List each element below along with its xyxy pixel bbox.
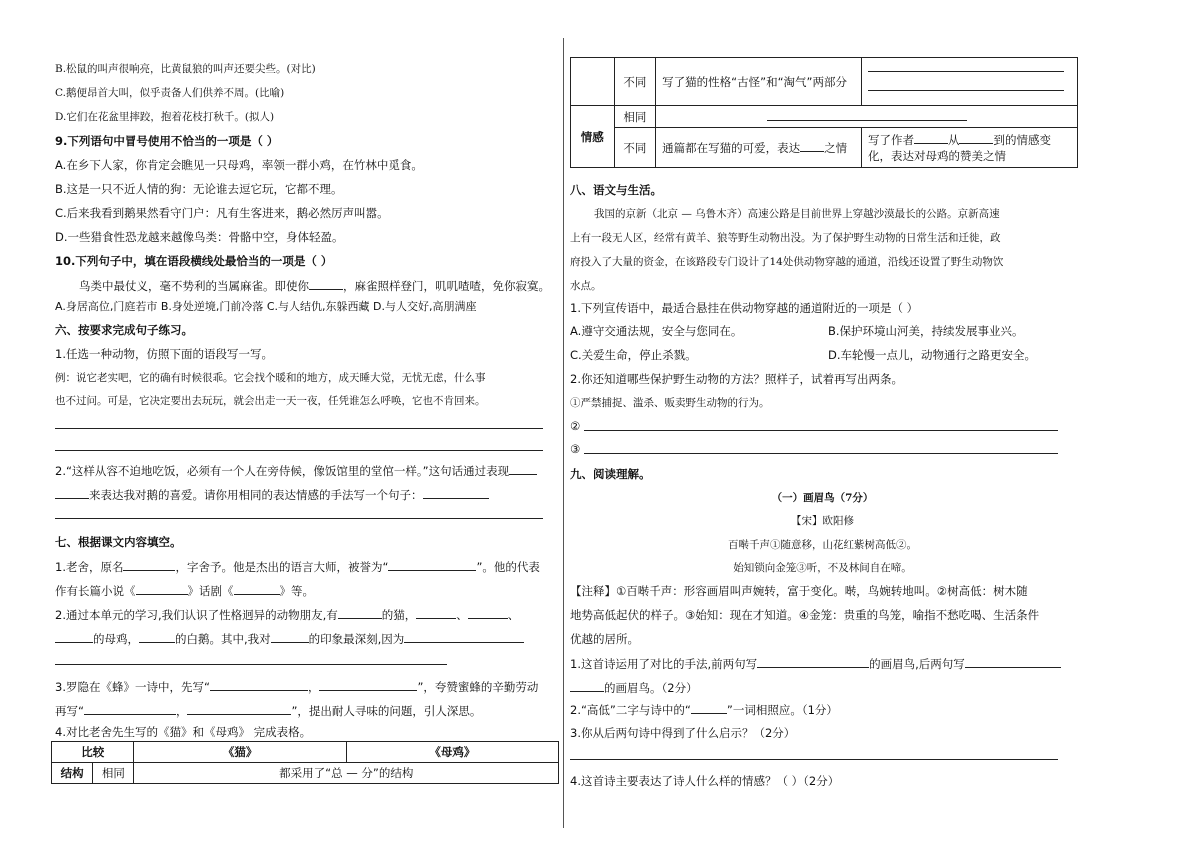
q8-1-option-d: D.车轮慢一点儿，动物通行之路更安全。 — [828, 348, 1037, 362]
section-9-title: 九、阅读理解。 — [570, 467, 651, 481]
cat-emotion-text: 通篇都在写猫的可爱，表达 — [662, 141, 801, 155]
comparison-table-right — [570, 57, 1078, 168]
q7-3-text-b: ， — [307, 680, 320, 694]
q7-1-text-c: ”。他的代表 — [476, 560, 540, 574]
table-cell-structure-same: 都采用了“总 — 分”的结构 — [134, 763, 559, 784]
q8-option-c: C.鹅便昂首大叫，似乎责备人们供养不周。(比喻) — [55, 87, 285, 99]
q9-option-a: A.在乡下人家，你肯定会瞧见一只母鸡，率领一群小鸡，在竹林中觅食。 — [55, 158, 423, 172]
hen-emotion-text-c: 到的情感变 — [993, 133, 1051, 147]
table-cell-same: 相同 — [614, 106, 656, 128]
poem-author: 【宋】欧阳修 — [791, 515, 854, 527]
table-cell-empty — [571, 58, 615, 106]
q6-2-line1 — [55, 462, 537, 479]
q8-1-option-c: C.关爱生命，停止杀戮。 — [570, 348, 697, 362]
q7-3-text-a: 3.罗隐在《蜂》一诗中，先写“ — [55, 680, 210, 694]
answer-line[interactable] — [584, 430, 1058, 431]
q7-2-text-c: 、 — [456, 608, 468, 622]
q7-2-text-b: 的猫， — [381, 608, 417, 622]
q10-options: A.身居高位,门庭若市 B.身处逆境,门前冷落 C.与人结仇,东躲西藏 D.与人交好,高朋满座 — [55, 300, 477, 313]
answer-line[interactable] — [55, 664, 447, 665]
table-cell-hen-emotion — [861, 128, 1077, 168]
sec8-passage-line4: 水点。 — [570, 280, 602, 292]
q9-2-text-b: ”一词相照应。（1分） — [726, 703, 838, 717]
hen-emotion-text-a: 写了作者 — [867, 133, 914, 147]
q7-2-text-a: 2.通过本单元的学习,我们认识了性格迥异的动物朋友,有 — [55, 608, 338, 622]
q7-1-text-e: 》话剧《 — [187, 584, 234, 598]
comparison-table-left — [51, 741, 559, 784]
column-divider — [563, 38, 564, 828]
q9-1-blank-2[interactable] — [965, 655, 1061, 668]
q9-stem: 9.下列语句中冒号使用不恰当的一项是（ ） — [55, 134, 279, 148]
section-6-title: 六、按要求完成句子练习。 — [55, 323, 193, 337]
q9-1-blank-1[interactable] — [757, 655, 869, 668]
hen-emotion-text-d: 化，表达对母鸡的赞美之情 — [867, 149, 1006, 163]
q6-1-example-line2: 也不过问。可是，它决定要出去玩玩，就会出走一天一夜，任凭谁怎么呼唤，它也不肯回来。 — [55, 395, 486, 407]
q6-1-stem: 1.任选一种动物，仿照下面的语段写一写。 — [55, 347, 273, 361]
q10-blank[interactable] — [309, 277, 343, 290]
answer-line[interactable] — [868, 90, 1064, 91]
table-row-emotion: 情感 — [571, 106, 615, 168]
q8-option-d: D.它们在花盆里摔跤，抱着花枝打秋千。(拟人) — [55, 111, 275, 123]
q7-3-blank-3[interactable] — [84, 702, 176, 715]
table-row-structure: 结构 — [52, 763, 93, 784]
answer-line[interactable] — [570, 759, 1058, 760]
table-header-hen: 《母鸡》 — [346, 742, 558, 763]
q7-1-text-f: 》等。 — [279, 584, 314, 598]
cat-emotion-text2: 之情 — [824, 141, 848, 155]
poem-note-line3: 优越的居所。 — [570, 632, 639, 646]
q6-2-blank-1[interactable] — [509, 462, 537, 475]
q7-1-blank-2[interactable] — [388, 558, 476, 571]
q7-3-text-e: ， — [175, 704, 188, 718]
hen-emotion-text-b: 从 — [947, 133, 960, 147]
q10-stem: 10.下列句子中，填在语段横线处最恰当的一项是（ ） — [55, 254, 333, 268]
q9-option-c: C.后来我看到鹅果然看守门户：凡有生客进来，鹅必然厉声叫嚣。 — [55, 206, 389, 220]
q7-1-text-a: 1.老舍，原名 — [55, 560, 124, 574]
q7-3-text-c: ”，夸赞蜜蜂的辛勤劳动 — [417, 680, 539, 694]
answer-line[interactable] — [55, 518, 543, 519]
q7-1-blank-1[interactable] — [123, 558, 175, 571]
q6-2-blank-2[interactable] — [55, 486, 89, 499]
q8-option-b: B.松鼠的叫声很响亮，比黄鼠狼的叫声还要尖些。(对比) — [55, 63, 316, 75]
emotion-same-blank[interactable] — [767, 108, 967, 121]
q9-option-b: B.这是一只不近人情的狗：无论谁去逗它玩，它都不理。 — [55, 182, 343, 196]
poem-title: （一）画眉鸟（7分） — [771, 492, 874, 504]
q7-3-blank-1[interactable] — [210, 678, 308, 691]
answer-line[interactable] — [55, 428, 543, 429]
answer-line[interactable] — [868, 71, 1064, 72]
q7-1-blank-4[interactable] — [234, 582, 280, 595]
q10-passage-part2: ，麻雀照样登门，叽叽喳喳，免你寂寞。 — [343, 279, 550, 293]
q7-1-line1 — [55, 558, 540, 575]
q7-2-blank-5[interactable] — [139, 630, 175, 643]
q7-2-blank-6[interactable] — [271, 630, 309, 643]
q7-1-text-b: ，字舍予。他是杰出的语言大师，被誉为“ — [175, 560, 389, 574]
q7-4-stem: 4.对比老舍先生写的《猫》和《母鸡》 完成表格。 — [55, 725, 312, 739]
table-cell-same: 相同 — [93, 763, 134, 784]
cat-emotion-blank[interactable] — [800, 139, 824, 152]
sec8-passage-line2: 上有一段无人区，经常有黄羊、狼等野生动物出没。为了保护野生动物的日常生活和迁徙，政 — [570, 232, 1001, 244]
q8-2-item2-marker: ② — [570, 419, 581, 433]
q9-1-line1 — [570, 655, 1061, 672]
q9-2-line — [570, 701, 838, 718]
table-cell-cat-structure: 写了猫的性格“古怪”和“淘气”两部分 — [656, 58, 862, 106]
q7-2-blank-4[interactable] — [55, 630, 93, 643]
q7-2-text-f: 的白鹅。其中,我对 — [175, 632, 271, 646]
q7-2-line2 — [55, 630, 524, 647]
q7-3-blank-2[interactable] — [319, 678, 417, 691]
answer-line[interactable] — [584, 453, 1058, 454]
poem-note-line2: 地势高低起伏的样子。③始知：现在才知道。④金笼：贵重的鸟笼，喻指不愁吃喝、生活条件 — [570, 608, 1040, 622]
q7-1-line2 — [55, 582, 314, 599]
q8-2-example: ①严禁捕捉、滥杀、贩卖野生动物的行为。 — [570, 397, 770, 409]
q7-2-text-g: 的印象最深刻,因为 — [308, 632, 405, 646]
q8-2-stem: 2.你还知道哪些保护野生动物的方法？照样子，试着再写出两条。 — [570, 372, 903, 386]
table-cell-cat-emotion — [656, 128, 862, 168]
q7-2-text-d: 、 — [507, 608, 520, 622]
q6-2-line2 — [55, 486, 489, 503]
q9-option-d: D.一些猎食性恐龙越来越像鸟类：骨骼中空，身体轻盈。 — [55, 230, 344, 244]
answer-line[interactable] — [55, 450, 543, 451]
q8-1-stem: 1.下列宣传语中，最适合悬挂在供动物穿越的通道附近的一项是（ ） — [570, 301, 919, 315]
q7-3-line1 — [55, 678, 538, 695]
q9-1-text-a: 1.这首诗运用了对比的手法,前两句写 — [570, 657, 758, 671]
q7-1-text-d: 作有长篇小说《 — [55, 584, 136, 598]
q7-2-blank-2[interactable] — [416, 606, 456, 619]
table-cell-emotion-same[interactable] — [656, 106, 1078, 128]
q6-2-text2: 来表达我对鹅的喜爱。请你用相同的表达情感的手法写一个句子： — [89, 488, 423, 502]
section-7-title: 七、根据课文内容填空。 — [55, 535, 182, 549]
table-cell-hen-structure[interactable] — [861, 58, 1077, 106]
q6-2-text: 2.“这样从容不迫地吃饭，必须有一个人在旁侍候，像饭馆里的堂倌一样。”这句话通过表现 — [55, 464, 510, 478]
q9-1-text-c: 的画眉鸟。（2分） — [604, 681, 698, 695]
q6-2-blank-3[interactable] — [423, 486, 489, 499]
sec8-passage-line3: 府投入了大量的资金，在该路段专门设计了14处供动物穿越的通道，沿线还设置了野生动物饮 — [570, 256, 1004, 268]
q7-2-blank-3[interactable] — [468, 606, 508, 619]
q7-3-blank-4[interactable] — [187, 702, 291, 715]
table-cell-diff: 不同 — [614, 58, 656, 106]
q9-4-stem: 4.这首诗主要表达了诗人什么样的情感？（ ）（2分） — [570, 774, 840, 788]
q7-2-line1 — [55, 606, 519, 623]
hen-emotion-blank-1[interactable] — [914, 131, 948, 144]
sec8-passage-line1: 我国的京新（北京 — 乌鲁木齐）高速公路是目前世界上穿越沙漠最长的公路。京新高速 — [594, 208, 1000, 220]
q7-2-blank-1[interactable] — [338, 606, 382, 619]
q7-2-blank-7[interactable] — [404, 630, 524, 643]
poem-line-1: 百啭千声①随意移，山花红紫树高低②。 — [728, 539, 917, 551]
q7-1-blank-3[interactable] — [136, 582, 188, 595]
q9-1-blank-3[interactable] — [570, 679, 604, 692]
table-header-cat: 《猫》 — [134, 742, 346, 763]
q9-3-stem: 3.你从后两句诗中得到了什么启示？（2分） — [570, 726, 796, 740]
q7-3-text-d: 再写“ — [55, 704, 84, 718]
table-cell-diff: 不同 — [614, 128, 656, 168]
q7-2-text-e: 的母鸡， — [93, 632, 139, 646]
q8-1-option-a: A.遵守交通法规，安全与您同在。 — [570, 324, 743, 338]
poem-note-line1: 【注释】①百啭千声：形容画眉叫声婉转，富于变化。啭，鸟婉转地叫。②树高低：树木随 — [570, 584, 1028, 598]
q10-passage — [79, 277, 550, 294]
q10-passage-part1: 鸟类中最仗义，毫不势利的当属麻雀。即使你 — [79, 279, 309, 293]
q9-2-text-a: 2.“高低”二字与诗中的“ — [570, 703, 691, 717]
q7-3-line2 — [55, 702, 481, 719]
q7-3-text-f: ”，提出耐人寻味的问题，引人深思。 — [291, 704, 482, 718]
q9-1-text-b: 的画眉鸟,后两句写 — [869, 657, 965, 671]
section-8-title: 八、语文与生活。 — [570, 183, 662, 197]
table-header-compare: 比较 — [52, 742, 134, 763]
q8-1-option-b: B.保护环境山河美，持续发展事业兴。 — [828, 324, 1024, 338]
poem-line-2: 始知锁向金笼③听，不及林间自在啼。 — [733, 562, 912, 574]
q9-2-blank[interactable] — [691, 701, 727, 714]
hen-emotion-blank-2[interactable] — [959, 131, 993, 144]
q9-1-line2 — [570, 679, 698, 696]
q8-2-item3-marker: ③ — [570, 442, 581, 456]
q6-1-example-line1: 例：说它老实吧，它的确有时候很乖。它会找个暖和的地方，成天睡大觉，无忧无虑，什么事 — [55, 372, 486, 384]
